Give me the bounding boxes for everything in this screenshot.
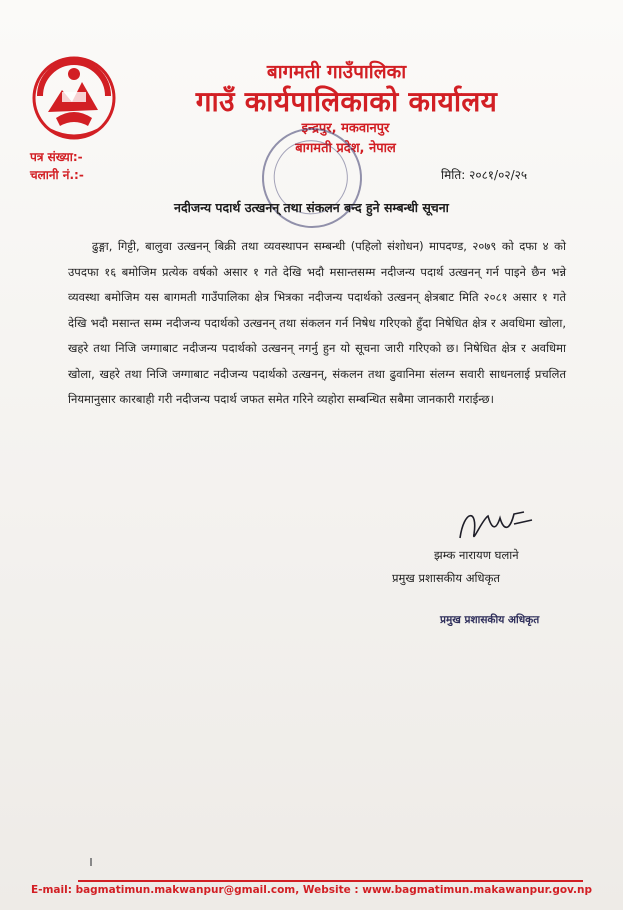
letter-number-label: पत्र संख्या:- [30,150,83,164]
signatory-title: प्रमुख प्रशासकीय अधिकृत [392,571,500,585]
dispatch-number-label: चलानी नं.:- [30,168,84,182]
office-name: गाउँ कार्यपालिकाको कार्यालय [195,85,498,118]
footer-contact: E-mail: bagmatimun.makwanpur@gmail.com, Website : www.bagmatimun.makawanpur.gov.np [30,884,593,896]
footer-divider [78,880,583,882]
address-line-1: इन्द्रपुर, मकवानपुर [301,121,390,136]
notice-body: ढुङ्गा, गिट्टी, बालुवा उत्खनन् बिक्री तथा व्यवस्थापन सम्बन्धी (पहिलो संशोधन) मापदण्ड, २०७९ को दफा ४ को उपदफा १६ बमोजिम प्रत्येक वर्षको असार १ गते देखि भदौ मसान्तसम्म नदीजन्य पदार्थ उत्खनन् गर्न पाइने छैन भन्ने व्यवस्था बमोजिम यस बागमती गाउँपालिका क्षेत्र भित्रका नदीजन्य पदार्थको उत्खनन् क्षेत्रबाट मिति २०८१ असार १ गते देखि भदौ मसान्त सम्म नदीजन्य पदार्थको उत्खनन् तथा संकलन गर्न निषेध गरिएको हुँदा निषेधित क्षेत्र र अवधिमा खोला, खहरे तथा निजि जग्गाबाट नदीजन्य पदार्थको उत्खनन् नगर्नु हुन यो सूचना जारी गरिएको छ। निषेधित क्षेत्र र अवधिमा खोला, खहरे तथा निजि जग्गाबाट नदीजन्य पदार्थको उत्खनन्, संकलन तथा ढुवानिमा संलग्न सवारी साधनलाई प्रचलित नियमानुसार कारबाही गरी नदीजन्य पदार्थ जफत समेत गरिने व्यहोरा सम्बन्धित सबैमा जानकारी गराईन्छ। [68,239,566,406]
org-name: बागमती गाउँपालिका [266,61,407,83]
scan-mark [90,858,92,866]
signature-icon [452,500,542,550]
designation-stamp: प्रमुख प्रशासकीय अधिकृत [440,614,540,626]
notice-subject: नदीजन्य पदार्थ उत्खनन् तथा संकलन बन्द हुने सम्बन्धी सूचना [174,200,449,215]
letter-date: मिति: २०८१/०२/२५ [441,168,528,182]
signatory-name: झम्क नारायण घलाने [434,548,519,562]
address-line-2: बागमती प्रदेश, नेपाल [295,141,396,156]
